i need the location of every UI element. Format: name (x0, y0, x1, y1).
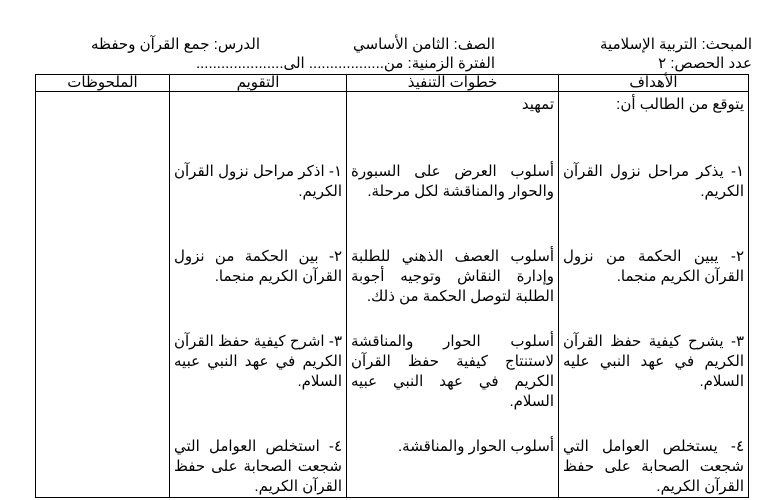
steps-cell (347, 92, 559, 498)
grade-label: الصف: الثامن الأساسي (353, 36, 495, 53)
lesson-plan-table (35, 74, 749, 498)
step-intro: تمهيد (521, 96, 554, 113)
periods-label: عدد الحصص: ٢ (658, 55, 752, 72)
header-notes: الملحوظات (36, 75, 170, 92)
objective-3: ٣- يشرح كيفية حفظ القرآن الكريم في عهد النبي عليه السلام. (563, 333, 744, 390)
lesson-label: الدرس: جمع القرآن وحفظه (91, 36, 260, 53)
objective-4: ٤- يستخلص العوامل التي شجعت الصحابة على حفظ القرآن الكريم. (563, 438, 744, 495)
time-period-label: الفترة الزمنية: من.................. الى..................... (195, 55, 495, 72)
subject-label: المبحث: التربية الإسلامية (600, 36, 752, 53)
step-1: أسلوب العرض على السبورة والحوار والمناقشة لكل مرحلة. (351, 163, 554, 200)
table-row (36, 92, 749, 498)
evaluation-1: ١- اذكر مراحل نزول القرآن الكريم. (174, 163, 342, 200)
step-3: أسلوب الحوار والمناقشة لاستنتاج كيفية حفظ القرآن الكريم في عهد النبي عبيه السلام. (351, 333, 554, 410)
notes-cell (36, 92, 170, 498)
objectives-cell (559, 92, 749, 498)
objectives-intro: يتوقع من الطالب أن: (616, 96, 744, 113)
header-objectives: الأهداف (559, 75, 749, 92)
evaluation-2: ٢- بين الحكمة من نزول القرآن الكريم منجما. (174, 248, 342, 285)
step-4: أسلوب الحوار والمناقشة. (398, 438, 554, 455)
objective-2: ٢- يبين الحكمة من نزول القرآن الكريم منجما. (563, 248, 744, 285)
table-header-row (36, 75, 749, 92)
header-evaluation: التقويم (170, 75, 347, 92)
evaluation-3: ٣- اشرح كيفية حفظ القرآن الكريم في عهد النبي عبيه السلام. (174, 333, 342, 390)
header-steps: خطوات التنفيذ (347, 75, 559, 92)
objective-1: ١- يذكر مراحل نزول القرآن الكريم. (563, 163, 744, 200)
evaluation-4: ٤- استخلص العوامل التي شجعت الصحابة على حفظ القرآن الكريم. (174, 438, 342, 495)
evaluation-cell (170, 92, 347, 498)
step-2: أسلوب العصف الذهني للطلبة وإدارة النقاش وتوجيه أجوبة الطلبة لتوصل الحكمة من ذلك. (351, 248, 554, 305)
